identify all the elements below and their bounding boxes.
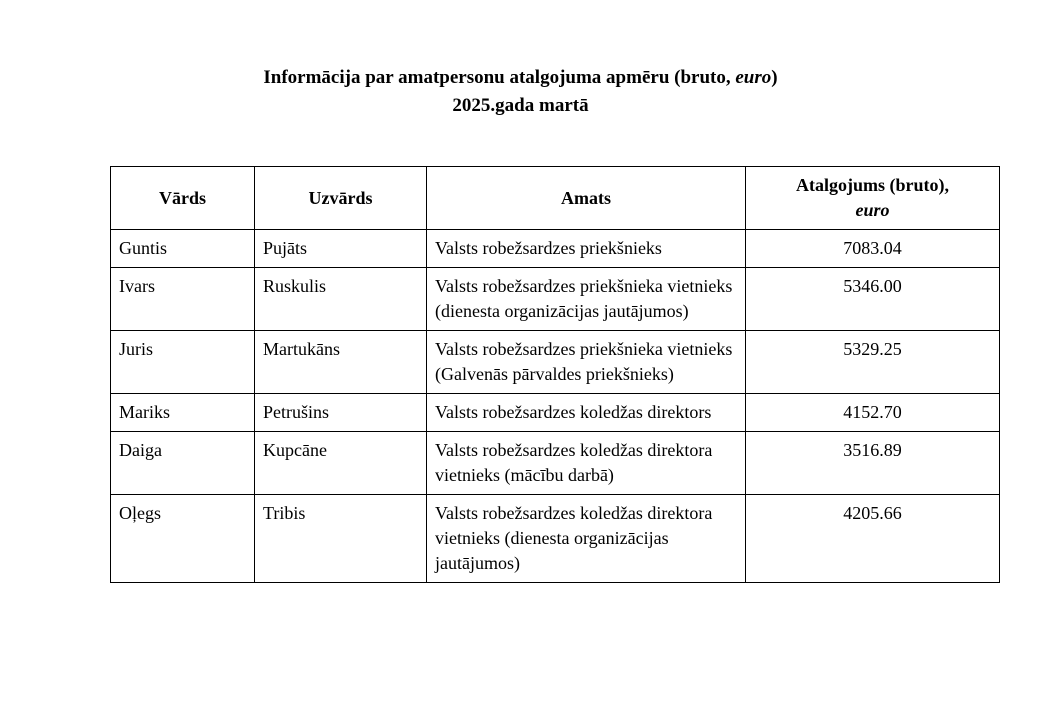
page-title-currency: euro xyxy=(735,67,772,88)
table-row xyxy=(111,394,1000,432)
cell-salary: 5329.25 xyxy=(746,331,1000,394)
cell-surname: Pujāts xyxy=(255,230,427,268)
page-title-prefix: Informācija par amatpersonu atalgojuma apmēru (bruto, xyxy=(263,67,736,88)
salary-table xyxy=(110,166,1000,583)
cell-salary: 7083.04 xyxy=(746,230,1000,268)
cell-name: Guntis xyxy=(111,230,255,268)
cell-surname: Kupcāne xyxy=(255,432,427,495)
cell-position: Valsts robežsardzes koledžas direktors xyxy=(427,394,746,432)
page-title-line-1 xyxy=(0,64,1041,92)
cell-surname: Petrušins xyxy=(255,394,427,432)
table-row xyxy=(111,432,1000,495)
cell-position: Valsts robežsardzes priekšnieka vietnieks (Galvenās pārvaldes priekšnieks) xyxy=(427,331,746,394)
cell-salary: 5346.00 xyxy=(746,268,1000,331)
cell-position: Valsts robežsardzes koledžas direktora vietnieks (dienesta organizācijas jautājumos) xyxy=(427,495,746,583)
table-row xyxy=(111,230,1000,268)
column-header-name: Vārds xyxy=(111,167,255,230)
column-header-surname: Uzvārds xyxy=(255,167,427,230)
column-header-position: Amats xyxy=(427,167,746,230)
table-row xyxy=(111,331,1000,394)
salary-table-container xyxy=(0,166,1041,583)
cell-surname: Ruskulis xyxy=(255,268,427,331)
table-row xyxy=(111,268,1000,331)
column-header-salary-main: Atalgojums (bruto), xyxy=(796,175,949,195)
cell-salary: 4152.70 xyxy=(746,394,1000,432)
table-body xyxy=(111,230,1000,583)
page-title-line-2: 2025.gada martā xyxy=(452,95,589,116)
cell-salary: 4205.66 xyxy=(746,495,1000,583)
column-header-salary-sub: euro xyxy=(855,200,890,220)
table-header xyxy=(111,167,1000,230)
cell-position: Valsts robežsardzes koledžas direktora vietnieks (mācību darbā) xyxy=(427,432,746,495)
cell-name: Juris xyxy=(111,331,255,394)
cell-name: Mariks xyxy=(111,394,255,432)
cell-salary: 3516.89 xyxy=(746,432,1000,495)
cell-name: Daiga xyxy=(111,432,255,495)
cell-position: Valsts robežsardzes priekšnieka vietnieks (dienesta organizācijas jautājumos) xyxy=(427,268,746,331)
cell-surname: Tribis xyxy=(255,495,427,583)
table-row xyxy=(111,495,1000,583)
column-header-salary xyxy=(746,167,1000,230)
cell-position: Valsts robežsardzes priekšnieks xyxy=(427,230,746,268)
cell-surname: Martukāns xyxy=(255,331,427,394)
table-header-row xyxy=(111,167,1000,230)
cell-name: Ivars xyxy=(111,268,255,331)
page-title-suffix: ) xyxy=(771,67,778,88)
cell-name: Oļegs xyxy=(111,495,255,583)
page-title xyxy=(0,0,1041,120)
